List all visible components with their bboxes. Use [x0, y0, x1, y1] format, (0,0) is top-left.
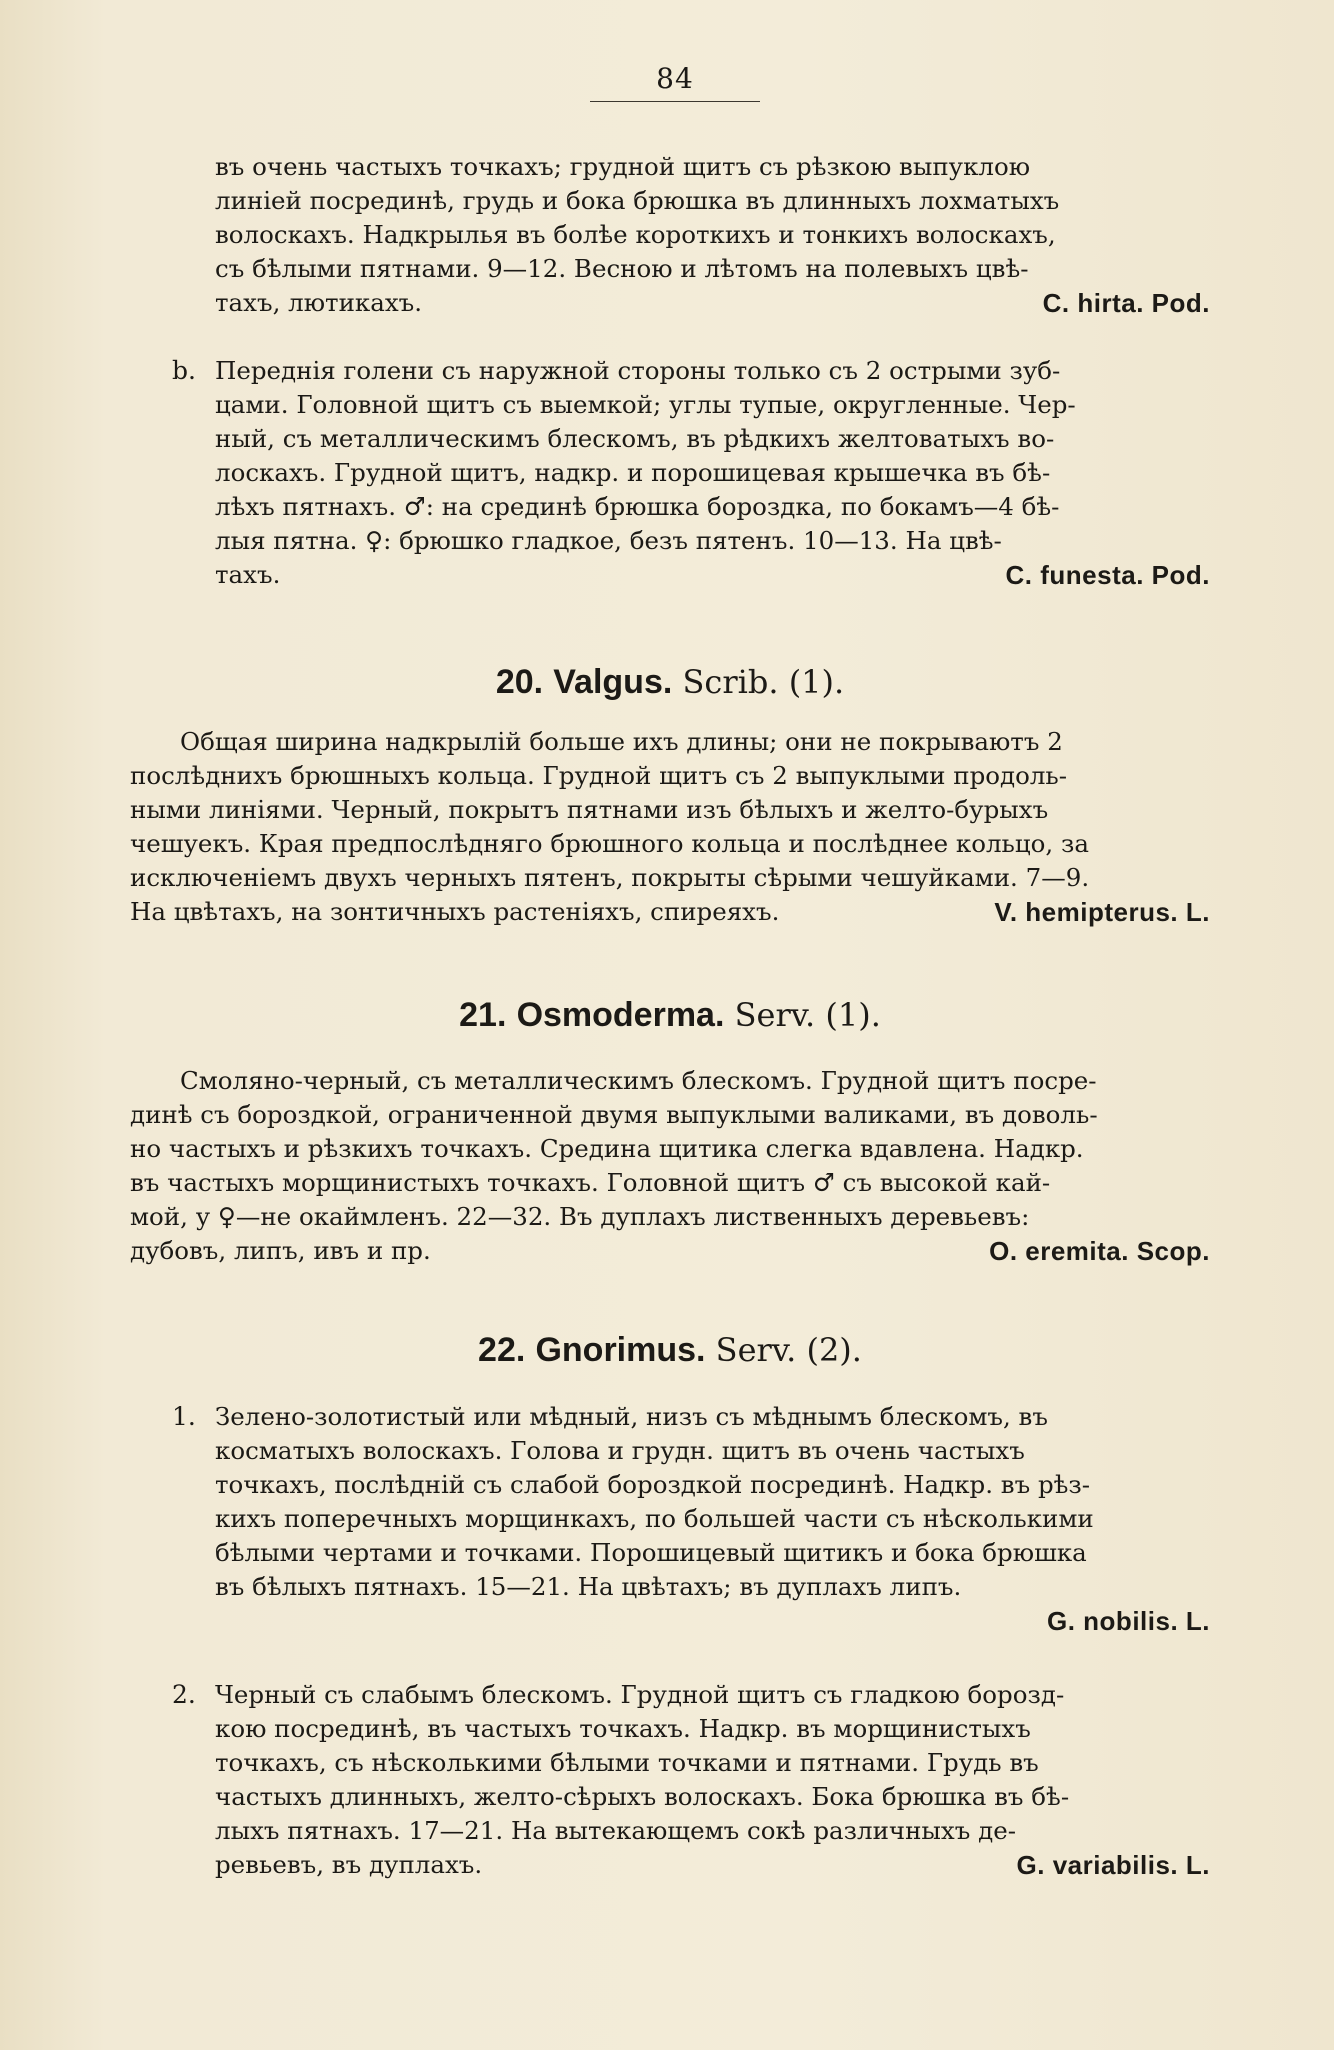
genus-name: Valgus.: [553, 663, 673, 701]
text-line: въ очень частыхъ точкахъ; грудной щитъ съ рѣзкою выпуклою: [215, 152, 1031, 181]
text-line: точкахъ, послѣдній съ слабой бороздкой посрединѣ. Надкр. въ рѣз-: [215, 1470, 1091, 1499]
text-row: [130, 558, 1210, 592]
text-line: лыхъ пятнахъ. 17—21. На вытекающемъ сокѣ различныхъ де-: [215, 1816, 1016, 1845]
text-line: исключеніемъ двухъ черныхъ пятенъ, покрыты сѣрыми чешуйками. 7—9.: [130, 863, 1090, 892]
item-marker: 2.: [172, 1680, 196, 1709]
text-line: мой, у ♀—не окаймленъ. 22—32. Въ дуплахъ лиственныхъ деревьевъ:: [130, 1202, 1030, 1231]
text-line: съ бѣлыми пятнами. 9—12. Весною и лѣтомъ на полевыхъ цвѣ-: [215, 254, 1029, 283]
genus-count: (2).: [806, 1331, 862, 1369]
genus-heading: [130, 1330, 1210, 1370]
text-line: лѣхъ пятнахъ. ♂: на срединѣ брюшка бороздка, по бокамъ—4 бѣ-: [215, 492, 1060, 521]
text-line: точкахъ, съ нѣсколькими бѣлыми точками и пятнами. Грудь въ: [215, 1748, 1039, 1777]
text-line: цами. Головной щитъ съ выемкой; углы тупые, округленные. Чер-: [215, 390, 1076, 419]
text-row: [130, 1848, 1210, 1882]
species-name: G. variabilis. L.: [1016, 1850, 1210, 1880]
text-row: [130, 1604, 1210, 1638]
text-line: ревьевъ, въ дуплахъ.: [215, 1850, 483, 1879]
genus-count: (1).: [788, 663, 845, 701]
text-line: косматыхъ волоскахъ. Голова и грудн. щитъ въ очень частыхъ: [215, 1436, 1025, 1465]
genus-number: 20.: [495, 663, 544, 701]
entry-osmoderma: [130, 1064, 1210, 1268]
species-name: O. eremita. Scop.: [989, 1236, 1210, 1266]
text-line: На цвѣтахъ, на зонтичныхъ растеніяхъ, спиреяхъ.: [130, 897, 780, 926]
genus-number: 21.: [459, 996, 507, 1034]
text-line: тахъ.: [215, 560, 281, 589]
text-line: Смоляно-черный, съ металлическимъ блескомъ. Грудной щитъ посре-: [180, 1066, 1097, 1095]
species-name: G. nobilis. L.: [1047, 1606, 1210, 1636]
text-line: но частыхъ и рѣзкихъ точкахъ. Средина щитика слегка вдавлена. Надкр.: [130, 1134, 1084, 1163]
text-line: частыхъ длинныхъ, желто-сѣрыхъ волоскахъ. Бока брюшка въ бѣ-: [215, 1782, 1070, 1811]
item-marker: b.: [172, 356, 196, 385]
text-line: ный, съ металлическимъ блескомъ, въ рѣдкихъ желтоватыхъ во-: [215, 424, 1055, 453]
text-line: въ бѣлыхъ пятнахъ. 15—21. На цвѣтахъ; въ дуплахъ липъ.: [215, 1572, 962, 1601]
genus-count: (1).: [825, 996, 881, 1034]
text-line: динѣ съ бороздкой, ограниченной двумя выпуклыми валиками, въ доволь-: [130, 1100, 1098, 1129]
text-line: Черный съ слабымъ блескомъ. Грудной щитъ съ гладкою борозд-: [215, 1680, 1065, 1709]
genus-name: Osmoderma.: [516, 996, 725, 1034]
text-line: кихъ поперечныхъ морщинкахъ, по большей части съ нѣсколькими: [215, 1504, 1094, 1533]
text-line: чешуекъ. Края предпослѣдняго брюшного кольца и послѣднее кольцо, за: [130, 829, 1089, 858]
species-name: C. funesta. Pod.: [1005, 560, 1210, 590]
entry-variabilis: [130, 1678, 1210, 1882]
text-line: кою посрединѣ, въ частыхъ точкахъ. Надкр. въ морщинистыхъ: [215, 1714, 1031, 1743]
entry-funesta: [130, 354, 1210, 592]
text-line: Переднія голени съ наружной стороны только съ 2 острыми зуб-: [215, 356, 1061, 385]
genus-name: Gnorimus.: [535, 1331, 706, 1369]
text-line: бѣлыми чертами и точками. Порошицевый щитикъ и бока брюшка: [215, 1538, 1087, 1567]
text-line: тахъ, лютикахъ.: [215, 288, 423, 317]
text-line: лыя пятна. ♀: брюшко гладкое, безъ пятенъ. 10—13. На цвѣ-: [215, 526, 1002, 555]
text-line: дубовъ, липъ, ивъ и пр.: [130, 1236, 431, 1265]
text-line: послѣднихъ брюшныхъ кольца. Грудной щитъ съ 2 выпуклыми продоль-: [130, 761, 1068, 790]
text-line: лоскахъ. Грудной щитъ, надкр. и порошицевая крышечка въ бѣ-: [215, 458, 1051, 487]
genus-author: Scrib.: [682, 663, 779, 701]
text-line: Зелено-золотистый или мѣдный, низъ съ мѣднымъ блескомъ, въ: [215, 1402, 1048, 1431]
text-row: [130, 895, 1210, 929]
entry-valgus: [130, 725, 1210, 929]
text-row: [130, 1234, 1210, 1268]
genus-heading: [130, 662, 1210, 702]
genus-author: Serv.: [715, 1331, 797, 1369]
genus-heading: [130, 995, 1210, 1035]
page-number: 84: [590, 62, 760, 102]
text-row: [130, 286, 1210, 320]
genus-author: Serv.: [734, 996, 816, 1034]
genus-number: 22.: [478, 1331, 526, 1369]
species-name: V. hemipterus. L.: [994, 897, 1210, 927]
text-line: линіей посрединѣ, грудь и бока брюшка въ длинныхъ лохматыхъ: [215, 186, 1060, 215]
text-line: въ частыхъ морщинистыхъ точкахъ. Головной щитъ ♂ съ высокой кай-: [130, 1168, 1051, 1197]
species-name: C. hirta. Pod.: [1042, 288, 1210, 318]
entry-hirta: [130, 150, 1210, 320]
text-line: волоскахъ. Надкрылья въ болѣе короткихъ и тонкихъ волоскахъ,: [215, 220, 1056, 249]
text-line: ными линіями. Черный, покрытъ пятнами изъ бѣлыхъ и желто-бурыхъ: [130, 795, 1049, 824]
entry-nobilis: [130, 1400, 1210, 1638]
item-marker: 1.: [172, 1402, 196, 1431]
text-line: Общая ширина надкрылій больше ихъ длины; они не покрываютъ 2: [180, 727, 1063, 756]
